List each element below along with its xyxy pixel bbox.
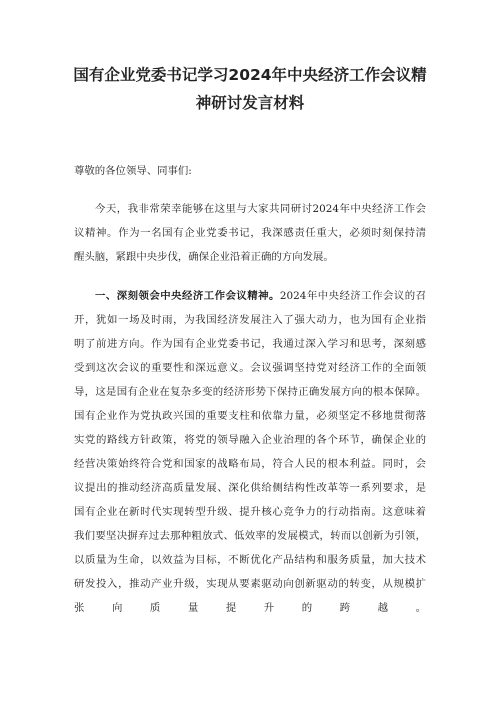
intro-line-1: 今天，我非常荣幸能够在这里与大家共同研讨2024年中央经济工作会 bbox=[95, 203, 426, 215]
section1-line-4: 受到这次会议的重要性和深远意义。会议强调坚持党对经济工作的全面领 bbox=[74, 362, 426, 374]
section1-line-10: 国有企业在新时代实现转型升级、提升核心竞争力的行动指南。这意味着 bbox=[74, 506, 426, 518]
section1-line-5: 导，这是国有企业在复杂多变的经济形势下保持正确发展方向的根本保障。 bbox=[74, 386, 426, 398]
section1-line-6: 国有企业作为党执政兴国的重要支柱和依靠力量，必须坚定不移地贯彻落 bbox=[74, 410, 426, 422]
section1-line-7: 实党的路线方针政策，将党的领导融入企业治理的各个环节，确保企业的 bbox=[74, 434, 426, 446]
intro-line-2: 议精神。作为一名国有企业党委书记，我深感责任重大，必须时刻保持清 bbox=[74, 227, 426, 239]
section1-line-2: 开，犹如一场及时雨，为我国经济发展注入了强大动力，也为国有企业指 bbox=[74, 314, 426, 326]
section1-line-13: 研发投入，推动产业升级，实现从要素驱动向创新驱动的转变，从规模扩 bbox=[74, 578, 426, 590]
section1-line-12: 以质量为生命，以效益为目标，不断优化产品结构和服务质量，加大技术 bbox=[74, 554, 426, 566]
greeting: 尊敬的各位领导、同事们: bbox=[74, 165, 192, 177]
intro-line-3: 醒头脑，紧跟中央步伐，确保企业沿着正确的方向发展。 bbox=[74, 251, 334, 263]
section1-heading: 一、深刻领会中央经济工作会议精神。 bbox=[95, 290, 280, 302]
section1-first-line-rest: 2024年中央经济工作会议的召 bbox=[279, 290, 426, 302]
section1-line-3: 明了前进方向。作为国有企业党委书记，我通过深入学习和思考，深刻感 bbox=[74, 338, 426, 350]
document-title-line-1: 国有企业党委书记学习2024年中央经济工作会议精 bbox=[73, 66, 427, 84]
document-title-line-2: 神研讨发言材料 bbox=[195, 94, 305, 112]
section1-first-line bbox=[95, 289, 426, 303]
section1-line-11: 我们要坚决摒弃过去那种粗放式、低效率的发展模式，转而以创新为引领， bbox=[74, 530, 426, 542]
section1-line-8: 经营决策始终符合党和国家的战略布局，符合人民的根本利益。同时，会 bbox=[74, 458, 426, 470]
section1-line-14: 张向质量提升的跨越。 bbox=[74, 602, 426, 614]
section1-line-9: 议提出的推动经济高质量发展、深化供给侧结构性改革等一系列要求，是 bbox=[74, 482, 426, 494]
